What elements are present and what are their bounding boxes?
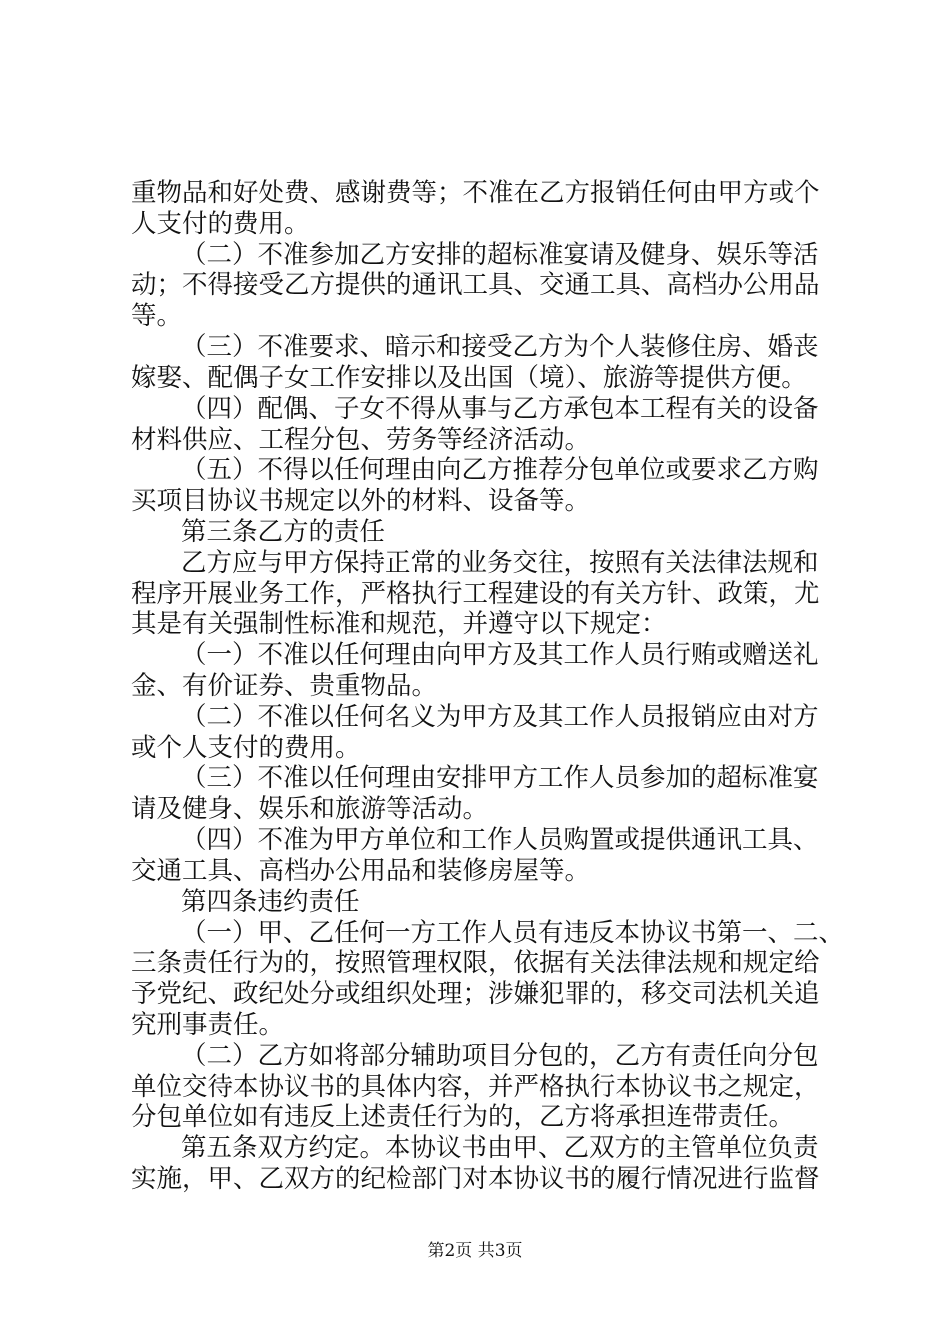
text-line: （三）不准以任何理由安排甲方工作人员参加的超标准宴 (181, 763, 819, 793)
text-line: （三）不准要求、暗示和接受乙方为个人装修住房、婚丧 (181, 332, 819, 362)
text-line: （四）配偶、子女不得从事与乙方承包本工程有关的设备 (181, 394, 819, 424)
section-heading: 第四条违约责任 (181, 887, 360, 917)
text-line: 其是有关强制性标准和规范，并遵守以下规定： (131, 609, 667, 639)
section-heading: 第三条乙方的责任 (181, 517, 386, 547)
text-line: （五）不得以任何理由向乙方推荐分包单位或要求乙方购 (181, 455, 819, 485)
text-line: 单位交待本协议书的具体内容，并严格执行本协议书之规定， (131, 1072, 820, 1102)
text-line: （四）不准为甲方单位和工作人员购置或提供通讯工具、 (181, 825, 819, 855)
text-line: 分包单位如有违反上述责任行为的，乙方将承担连带责任。 (131, 1102, 795, 1132)
text-line: 程序开展业务工作，严格执行工程建设的有关方针、政策，尤 (131, 579, 820, 609)
text-line: （二）不准以任何名义为甲方及其工作人员报销应由对方 (181, 702, 819, 732)
text-line: （二）不准参加乙方安排的超标准宴请及健身、娱乐等活 (181, 240, 819, 270)
text-line: 予党纪、政纪处分或组织处理；涉嫌犯罪的，移交司法机关追 (131, 979, 820, 1009)
text-line: 第五条双方约定。本协议书由甲、乙双方的主管单位负责 (181, 1133, 819, 1163)
text-line: 重物品和好处费、感谢费等；不准在乙方报销任何由甲方或个 (131, 178, 820, 208)
page-number-footer: 第2页 共3页 (427, 1241, 523, 1261)
text-line: 乙方应与甲方保持正常的业务交往，按照有关法律法规和 (181, 548, 819, 578)
text-line: 金、有价证券、贵重物品。 (131, 671, 438, 701)
text-line: 材料供应、工程分包、劳务等经济活动。 (131, 425, 591, 455)
text-line: 动；不得接受乙方提供的通讯工具、交通工具、高档办公用品 (131, 270, 820, 300)
text-line: 或个人支付的费用。 (131, 733, 361, 763)
text-line: 嫁娶、配偶子女工作安排以及出国（境）、旅游等提供方便。 (131, 363, 807, 393)
text-line: 请及健身、娱乐和旅游等活动。 (131, 794, 489, 824)
text-line: 等。 (131, 301, 183, 331)
text-line: 三条责任行为的，按照管理权限，依据有关法律法规和规定给 (131, 948, 820, 978)
text-line: （一）甲、乙任何一方工作人员有违反本协议书第一、二、 (181, 918, 845, 948)
text-line: 实施，甲、乙双方的纪检部门对本协议书的履行情况进行监督 (131, 1164, 820, 1194)
text-line: （一）不准以任何理由向甲方及其工作人员行贿或赠送礼 (181, 640, 819, 670)
text-line: 人支付的费用。 (131, 209, 310, 239)
text-line: 买项目协议书规定以外的材料、设备等。 (131, 486, 591, 516)
text-line: 究刑事责任。 (131, 1010, 285, 1040)
text-line: （二）乙方如将部分辅助项目分包的，乙方有责任向分包 (181, 1041, 819, 1071)
text-line: 交通工具、高档办公用品和装修房屋等。 (131, 856, 591, 886)
